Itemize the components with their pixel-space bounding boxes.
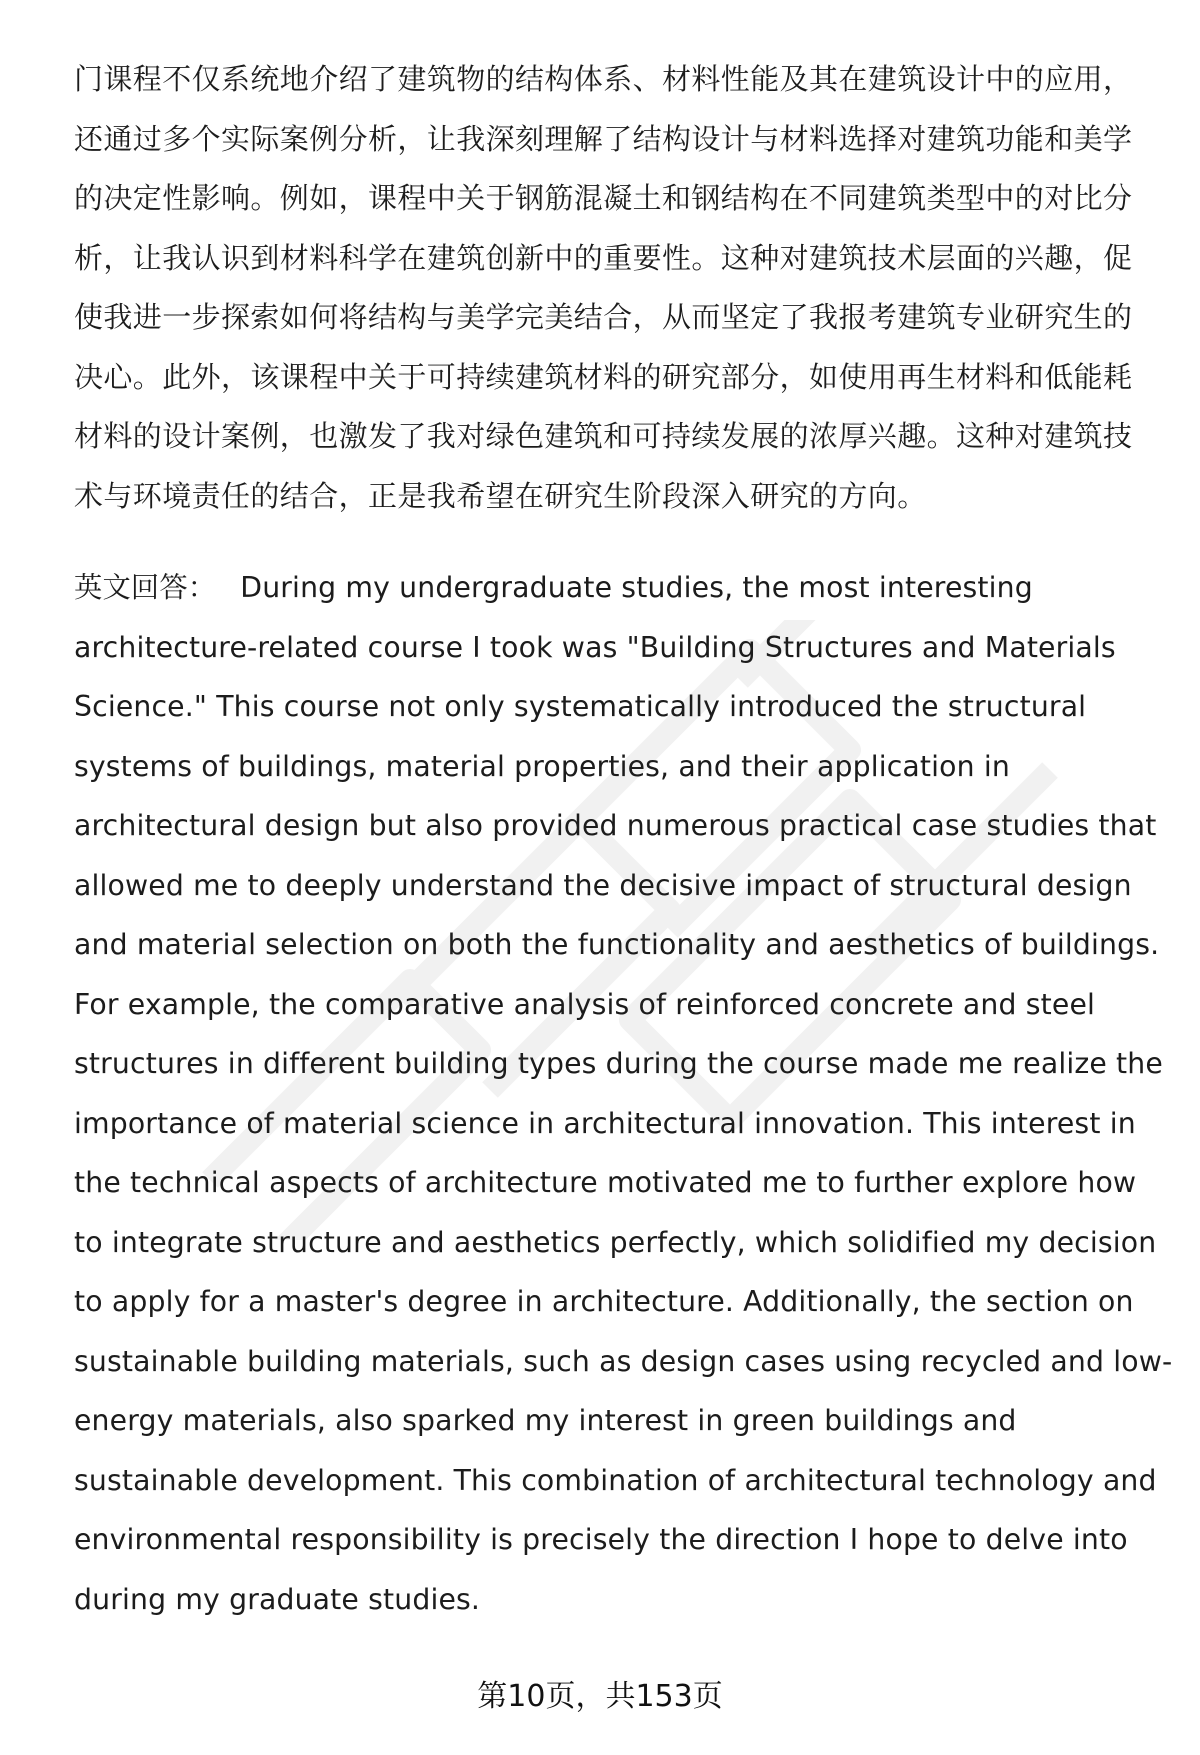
english-text-line: During my undergraduate studies, the most interesting [240,571,1033,604]
chinese-text-line: 使我进一步探索如何将结构与美学完美结合，从而坚定了我报考建筑专业研究生的 [74,300,1133,334]
english-text-line: systems of buildings, material properties, and their application in [74,749,1010,783]
chinese-text-line: 决心。此外，该课程中关于可持续建筑材料的研究部分，如使用再生材料和低能耗 [74,359,1133,394]
english-text-line: sustainable building materials, such as design cases using recycled and low- [74,1344,1173,1378]
english-text-line: and material selection on both the functionality and aesthetics of buildings. [74,928,1160,961]
paragraph-gap [74,526,1154,558]
page-number-footer: 第10页，共153页 [477,1679,723,1714]
chinese-text-line: 术与环境责任的结合，正是我希望在研究生阶段深入研究的方向。 [74,478,927,513]
english-text-line: environmental responsibility is precisely the direction I hope to delve into [74,1523,1128,1556]
english-text-line: structures in different building types during the course made me realize the [74,1047,1163,1080]
chinese-text-line: 析，让我认识到材料科学在建筑创新中的重要性。这种对建筑技术层面的兴趣，促 [74,240,1133,275]
chinese-text-line: 材料的设计案例，也激发了我对绿色建筑和可持续发展的浓厚兴趣。这种对建筑技 [74,419,1133,453]
chinese-text-line: 门课程不仅系统地介绍了建筑物的结构体系、材料性能及其在建筑设计中的应用， [74,62,1133,96]
english-text-line: to integrate structure and aesthetics perfectly, which solidified my decision [74,1225,1157,1259]
english-text-line: the technical aspects of architecture motivated me to further explore how [74,1166,1137,1199]
chinese-answer [74,50,1154,526]
english-answer [74,558,1173,1629]
english-text-line: to apply for a master's degree in architecture. Additionally, the section on [74,1285,1134,1318]
english-text-line: architecture-related course I took was "Building Structures and Materials [74,630,1116,664]
english-text-line: For example, the comparative analysis of reinforced concrete and steel [74,987,1096,1021]
document-body [74,50,1173,1629]
english-text-line: energy materials, also sparked my interest in green buildings and [74,1404,1017,1437]
english-text-line: sustainable development. This combination of architectural technology and [74,1463,1157,1497]
english-text-line: allowed me to deeply understand the decisive impact of structural design [74,868,1132,902]
english-text-line: architectural design but also provided numerous practical case studies that [74,809,1157,842]
english-answer-label: 英文回答： [74,571,217,604]
english-text-line: importance of material science in architectural innovation. This interest in [74,1106,1136,1140]
english-text-line: Science." This course not only systematically introduced the structural [74,690,1087,723]
chinese-text-line: 的决定性影响。例如，课程中关于钢筋混凝土和钢结构在不同建筑类型中的对比分 [74,181,1133,215]
english-first-line [74,558,1154,618]
english-text-line: during my graduate studies. [74,1582,481,1616]
chinese-text-line: 还通过多个实际案例分析，让我深刻理解了结构设计与材料选择对建筑功能和美学 [74,121,1133,156]
